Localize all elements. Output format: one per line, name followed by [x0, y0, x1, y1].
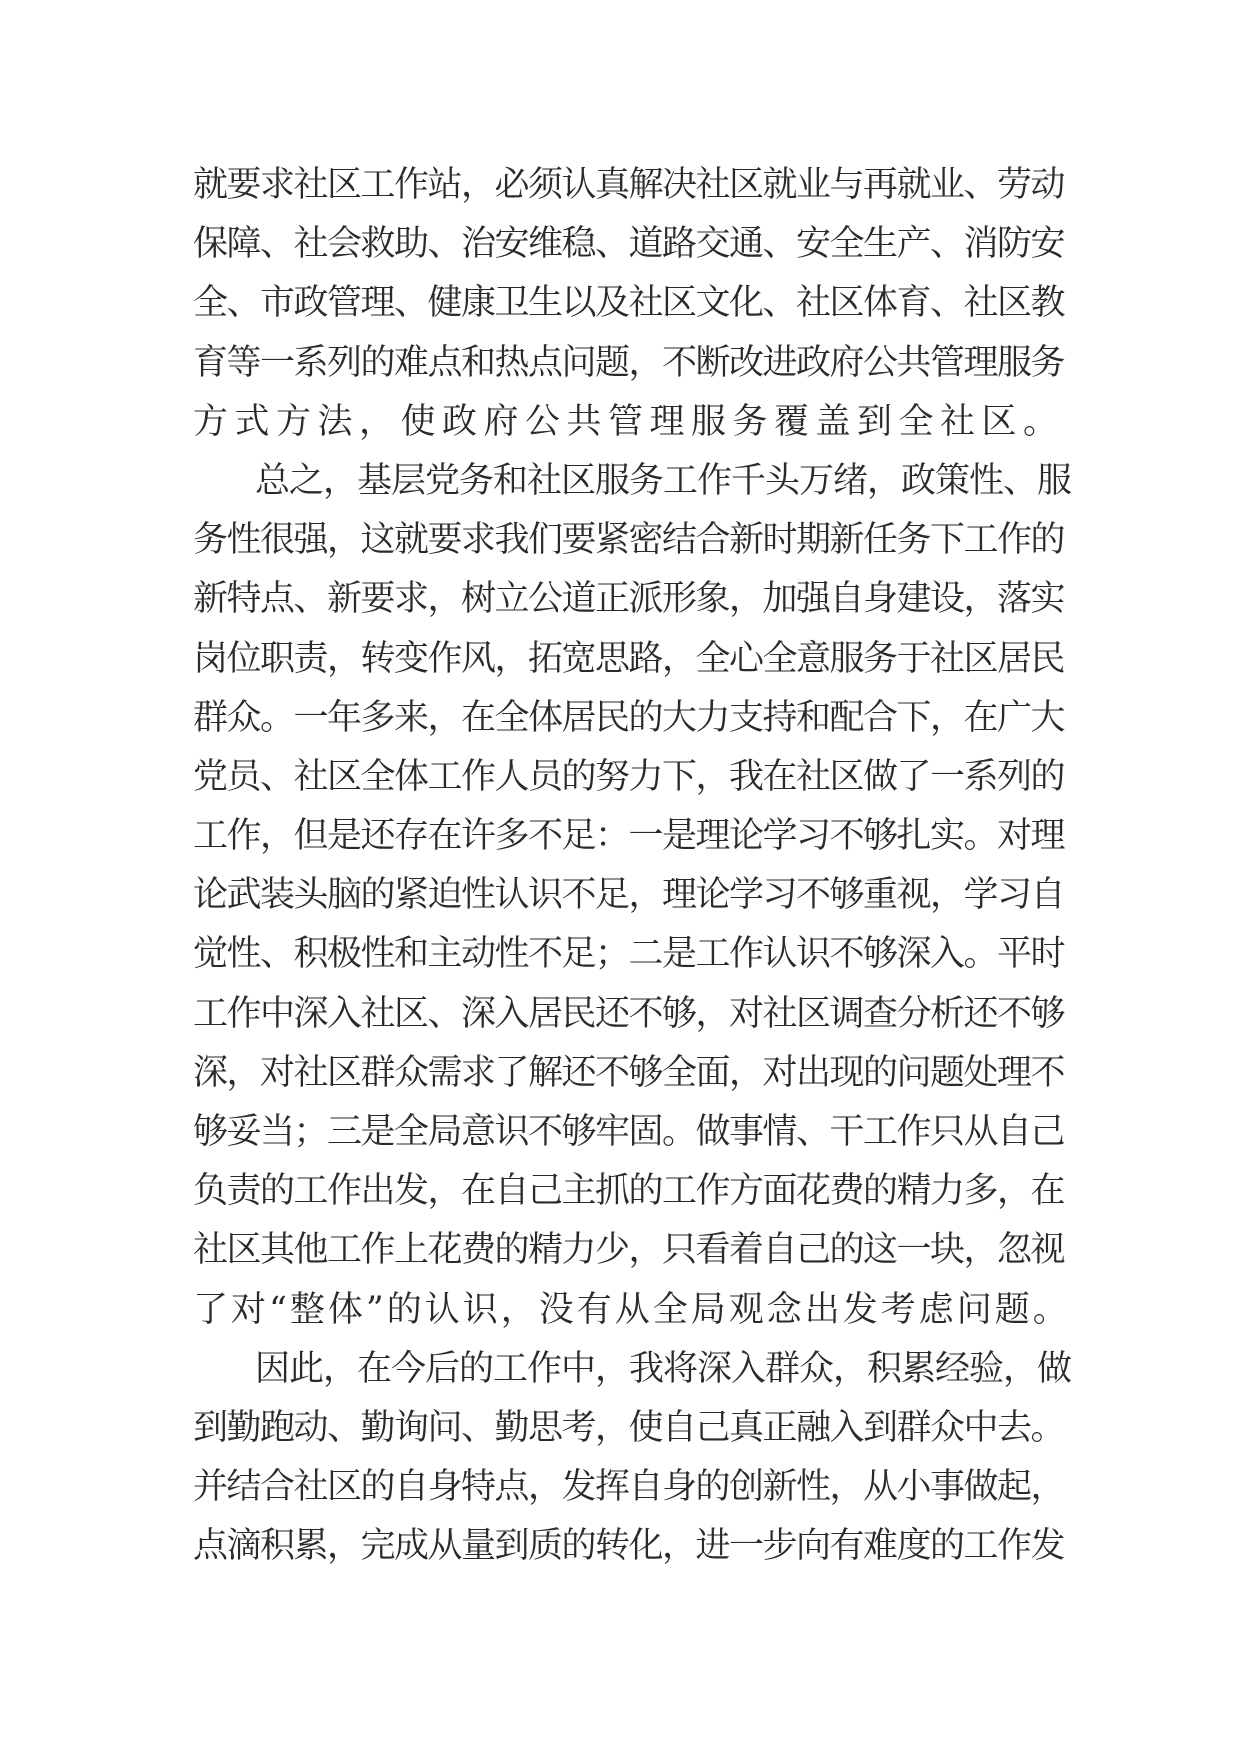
text-line: 育等一系列的难点和热点问题，不断改进政府公共管理服务	[193, 342, 1065, 383]
body-text	[193, 156, 1073, 1577]
text-line: 新特点、新要求，树立公道正派形象，加强自身建设，落实	[193, 579, 1065, 620]
text-line: 并结合社区的自身特点，发挥自身的创新性，从小事做起，	[193, 1467, 1065, 1508]
text-line: 了对“整体”的认识，没有从全局观念出发考虑问题。	[193, 1289, 1071, 1330]
text-line: 工作，但是还存在许多不足：一是理论学习不够扎实。对理	[193, 816, 1065, 857]
text-line: 群众。一年多来，在全体居民的大力支持和配合下，在广大	[193, 697, 1065, 738]
paragraph-start-line: 因此，在今后的工作中，我将深入群众，积累经验，做	[255, 1348, 1072, 1389]
text-line: 负责的工作出发，在自己主抓的工作方面花费的精力多，在	[193, 1171, 1065, 1212]
text-line: 务性很强，这就要求我们要紧密结合新时期新任务下工作的	[193, 520, 1065, 561]
text-line: 论武装头脑的紧迫性认识不足，理论学习不够重视，学习自	[193, 875, 1065, 916]
text-line: 到勤跑动、勤询问、勤思考，使自己真正融入到群众中去。	[193, 1407, 1065, 1448]
text-line: 点滴积累，完成从量到质的转化，进一步向有难度的工作发	[193, 1526, 1065, 1567]
text-line: 觉性、积极性和主动性不足；二是工作认识不够深入。平时	[193, 934, 1065, 975]
text-line: 够妥当；三是全局意识不够牢固。做事情、干工作只从自己	[193, 1112, 1065, 1152]
text-line: 党员、社区全体工作人员的努力下，我在社区做了一系列的	[193, 756, 1065, 797]
text-line: 保障、社会救助、治安维稳、道路交通、安全生产、消防安	[193, 224, 1065, 265]
text-line: 深，对社区群众需求了解还不够全面，对出现的问题处理不	[193, 1052, 1065, 1093]
paragraph-start-line: 总之，基层党务和社区服务工作千头万绪，政策性、服	[255, 460, 1072, 501]
text-line: 方式方法，使政府公共管理服务覆盖到全社区。	[193, 401, 1065, 442]
text-line: 社区其他工作上花费的精力少，只看着自己的这一块，忽视	[193, 1230, 1065, 1271]
text-line: 就要求社区工作站，必须认真解决社区就业与再就业、劳动	[193, 165, 1065, 205]
text-line: 全、市政管理、健康卫生以及社区文化、社区体育、社区教	[193, 283, 1065, 324]
text-line: 工作中深入社区、深入居民还不够，对社区调查分析还不够	[193, 993, 1065, 1034]
text-line: 岗位职责，转变作风，拓宽思路，全心全意服务于社区居民	[193, 638, 1065, 679]
